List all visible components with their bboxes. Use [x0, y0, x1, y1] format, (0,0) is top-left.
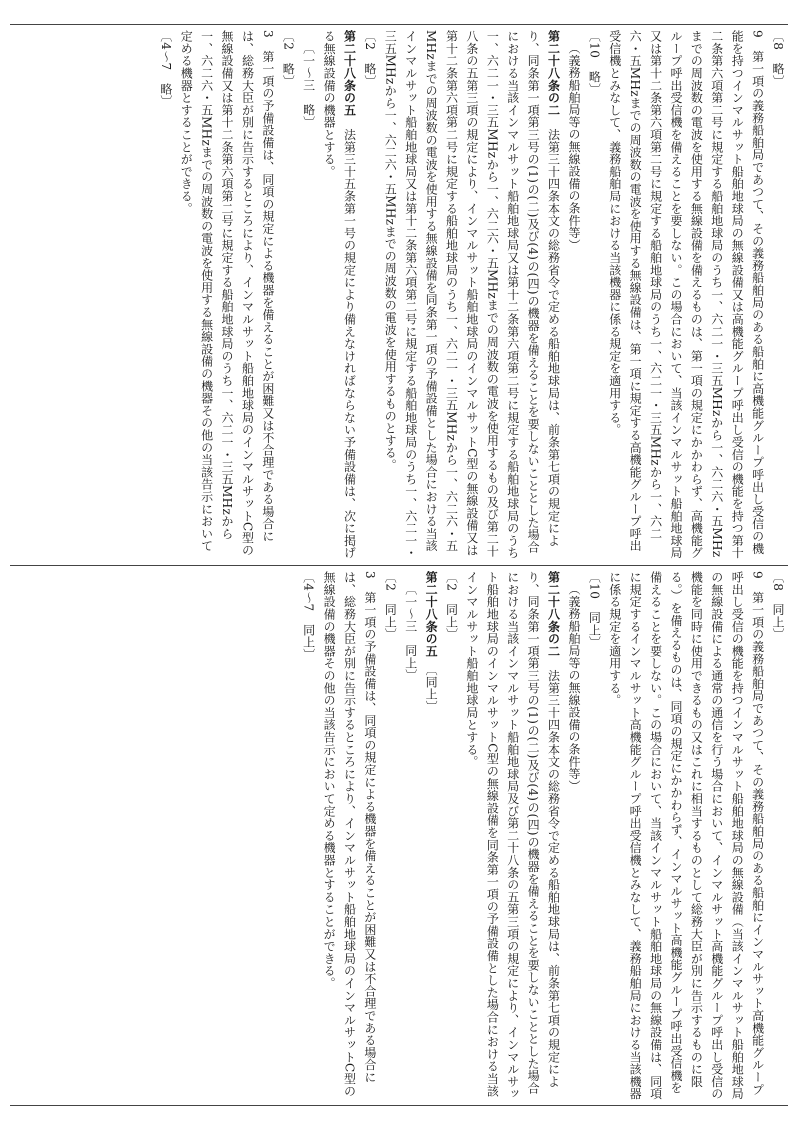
items-same: 〔一～三 同上〕: [403, 583, 418, 682]
paragraph-2-same: 〔2 同上〕: [444, 571, 459, 641]
article-body: 法第三十四条本文の総務省令で定める船舶地球局は、前条第七項の規定により、同条第一項第三号の(1)の(二)及び(4)の(四)の機器を備えることを要しないこととした場合における当該インマルサット船舶地球局又は第十二条第六項第二号に規定する船舶地球局のうち一、六二一・三五MHzから一、六二六・五MHzまでの周波数の電波を使用するもの及び第二十八条の五第三項の規定により、インマルサット船舶地球局のインマルサットC型の無線設備又は第十二条第六項第二号に規定する船舶地球局のうち一、六二一・三五MHzから一、六二六・五MHzまでの周波数の電波を使用する無線設備を同条第一項の予備設備とした場合における当該インマルサット船舶地球局又は第十二条第六項第二号に規定する船舶地球局のうち一、六二一・三五MHzから一、六二六・五MHzまでの周波数の電波を使用するものとする。: [383, 30, 561, 559]
article-body: 法第三十五条第一号の規定により備えなければならない予備設備は、次に掲げる無線設備の機器とする。: [322, 30, 357, 559]
paragraph-10-omitted: 〔10 略〕: [587, 30, 602, 96]
article-body: 〔同上〕: [424, 657, 439, 713]
current-text-column: [298, 571, 788, 1101]
paragraph-3: 3 第一項の予備設備は、同項の規定による機器を備えることが困難又は不合理である場合には、総務大臣が別に告示するところにより、インマルサット船舶地球局のインマルサットC型の無線設備の機器その他の当該告示において定める機器とすることができる。: [322, 571, 377, 1098]
paragraph-9: 9 第一項の義務船舶局であつて、その義務船舶局のある船舶に高機能グループ呼出し受信の機能を持つインマルサット船舶地球局の無線設備又は高機能グループ呼出し受信の機能を持つ第十二条第六項第二号に規定する船舶地球局のうち一、六二一・三五MHzから一、六二六・五MHzまでの周波数の電波を使用する無線設備を備えるものは、第一項の規定にかかわらず、高機能グループ呼出受信機を備えることを要しない。この場合において、当該インマルサット船舶地球局又は第十二条第六項第二号に規定する船舶地球局のうち一、六二一・三五MHzから一、六二六・五MHzまでの周波数の電波を使用する無線設備は、第一項に規定する高機能グループ呼出受信機とみなして、義務船舶局における当該機器に係る規定を適用する。: [607, 30, 765, 559]
bottom-rule: [10, 1105, 788, 1106]
article-28-5: [421, 571, 441, 1101]
paragraph-2-omitted: 〔2 略〕: [362, 30, 377, 88]
article-caption: （義務船舶局等の無線設備の条件等）: [566, 583, 581, 793]
items-omitted: 〔一～三 略〕: [301, 42, 316, 129]
paragraph-2-same-b: 〔2 同上〕: [383, 571, 398, 641]
amended-text-column: [155, 30, 788, 560]
article-heading: 第二十八条の二: [546, 571, 561, 658]
paragraph-3: 3 第一項の予備設備は、同項の規定による機器を備えることが困難又は不合理である場合には、総務大臣が別に告示するところにより、インマルサット船舶地球局のインマルサットC型の無線設備又は第十二条第六項第二号に規定する船舶地球局のうち一、六二一・三五MHzから一、六二六・五MHzまでの周波数の電波を使用する無線設備の機器その他の当該告示において定める機器とすることができる。: [179, 30, 275, 557]
paragraph-8-omitted: 〔8 略〕: [771, 30, 785, 88]
amended-text-section: [10, 30, 788, 560]
article-body: 法第三十四条本文の総務省令で定める船舶地球局は、前条第七項の規定により、同条第一項第三号の(1)の(二)及び(4)の(四)の機器を備えることを要しないこととした場合における当該インマルサット船舶地球局及び第二十八条の五第三項の規定により、インマルサット船舶地球局のインマルサットC型の無線設備を同条第一項の予備設備とした場合における当該インマルサット船舶地球局とする。: [464, 571, 561, 1100]
article-28-2: [462, 571, 564, 1101]
top-rule: [10, 24, 788, 25]
article-28-5: [319, 30, 360, 560]
article-heading: 第二十八条の五: [424, 571, 439, 658]
paragraph-9: 9 第一項の義務船舶局であつて、その義務船舶局のある船舶にインマルサット高機能グループ呼出し受信の機能を持つインマルサット船舶地球局の無線設備（当該インマルサット船舶地球局の無線設備による通常の通信を行う場合において、インマルサット高機能グループ呼出し受信の機能を同時に使用できるもの又はこれに相当するものとして総務大臣が別に告示するものに限る。）を備えるものは、同項の規定にかかわらず、インマルサット高機能グループ呼出受信機を備えることを要しない。この場合において、当該インマルサット船舶地球局の無線設備は、同項に規定するインマルサット高機能グループ呼出受信機とみなして、義務船舶局における当該機器に係る規定を適用する。: [607, 571, 765, 1100]
article-heading: 第二十八条の二: [546, 30, 561, 117]
article-heading: 第二十八条の五: [342, 30, 357, 117]
article-caption: （義務船舶局等の無線設備の条件等）: [566, 42, 581, 252]
paragraph-10-same: 〔10 同上〕: [587, 571, 602, 649]
article-28-2: [380, 30, 564, 560]
paragraph-4-7-omitted: 〔4～7 略〕: [158, 30, 173, 108]
paragraph-2-omitted-b: 〔2 略〕: [281, 30, 296, 88]
current-text-section: [10, 571, 788, 1101]
paragraph-8-same: 〔8 同上〕: [771, 571, 785, 641]
paragraph-4-7-same: 〔4～7 同上〕: [301, 571, 316, 661]
middle-rule: [10, 565, 788, 566]
